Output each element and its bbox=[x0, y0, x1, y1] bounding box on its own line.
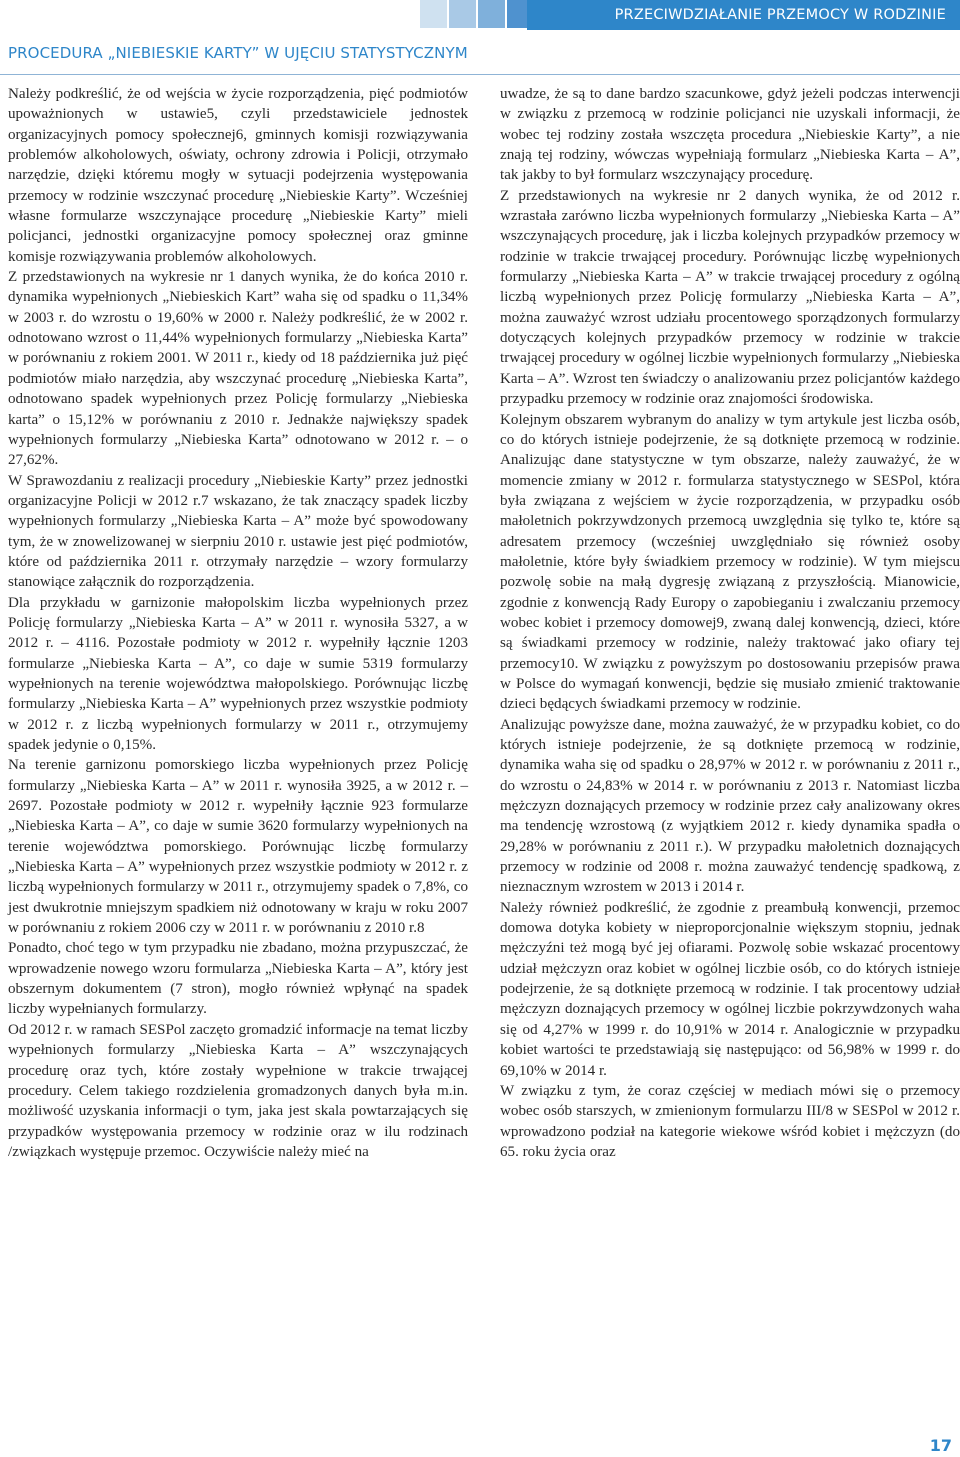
paragraph: uwadze, że są to dane bardzo szacunkowe, gdyż jeżeli podczas interwencji w związku z przemocą w rodzinie policjanci nie uzyskali informacji, że wobec tej rodziny została wszczęta procedura „Niebieskie Karty”, a nie znają tej rodziny, wówczas wypełniają formularz „Niebieska Karta – A”, tak jakby to był formularz wszczynający procedurę. bbox=[500, 86, 960, 184]
paragraph: W związku z tym, że coraz częściej w mediach mówi się o przemocy wobec osób starszych, w zmienionym formularzu III/8 w SESPol w 2012 r. wprowadzono podział na kategorie wiekowe wśród kobiet i mężczyzn (do 65. roku życia oraz bbox=[500, 1082, 960, 1160]
paragraph: Ponadto, choć tego w tym przypadku nie zbadano, można przypuszczać, że wprowadzenie nowego wzoru formularza „Niebieska Karta – A”, który jest obszernym dokumentem (7 stron), mogło również wpłynąć na spadek liczby wypełnianych formularzy. bbox=[8, 940, 468, 1018]
right-column bbox=[500, 84, 960, 1162]
paragraph: Z przedstawionych na wykresie nr 1 danych wynika, że do końca 2010 r. dynamika wypełnionych „Niebieskich Kart” waha się od spadku o 11,34% w 2003 r. do wzrostu o 19,60% w 2000 r. Należy podkreślić, że w 2002 r. odnotowano wzrost o 11,44% wypełnionych formularzy „Niebieska Karta” w porównaniu z rokiem 2001. W 2011 r., kiedy od 18 października już pięć podmiotów miało narzędzia, aby wszczynać procedurę „Niebieska Karta”, odnotowano spadek wypełnionych przez Policję formularzy „Niebieska karta” o 15,12% w porównaniu z 2010 r. Jednakże największy spadek wypełnionych formularzy „Niebieska Karta” odnotowano w 2012 r. – o 27,62%. bbox=[8, 269, 468, 469]
decorative-squares bbox=[420, 0, 534, 30]
decor-square bbox=[449, 0, 476, 28]
paragraph: Analizując powyższe dane, można zauważyć, że w przypadku kobiet, co do których istnieje podejrzenie, że są dotknięte przemocą w rodzinie, dynamika waha się od spadku o 28,97% w 2012 r. w porównaniu z 2011 r., do wzrostu o 24,83% w 2014 r. w porównaniu z 2013 r. Natomiast liczba mężczyzn doznających przemocy w rodzinie przez cały analizowany okres ma tendencję wzrostową (z wyjątkiem 2012 r. kiedy dynamika spadła o 29,28% w porównaniu z 2011 r.). W przypadku małoletnich doznających przemocy w rodzinie od 2008 r. można zauważyć tendencję spadkową, z nieznacznym wzrostem w 2013 i 2014 r. bbox=[500, 716, 960, 896]
paragraph: Należy również podkreślić, że zgodnie z preambułą konwencji, przemoc domowa dotyka kobiety w nieproporcjonalnie większym stopniu, jednak mężczyźni też mogą być jej ofiarami. Pozwolę sobie wskazać procentowy udział mężczyzn oraz kobiet w ogólnej liczbie osób, co do których istnieje podejrzenie, że są dotknięte przemocą w rodzinie. I tak procentowy udział mężczyzn doznających przemocy w ogólnej liczbie pokrzywdzonych waha się od 4,27% w 1999 r. do 10,91% w 2014 r. Analogicznie w przypadku kobiet wartości te przedstawiają się następująco: od 56,98% w 1999 r. do 69,10% w 2014 r. bbox=[500, 899, 960, 1079]
heading-divider bbox=[0, 74, 960, 75]
decor-square bbox=[420, 0, 447, 28]
paragraph: Należy podkreślić, że od wejścia w życie rozporządzenia, pięć podmiotów upoważnionych w ustawie5, czyli przedstawiciele jednostek organizacyjnych pomocy społecznej6, gminnych komisji rozwiązywania problemów alkoholowych, oświaty, ochrony zdrowia i Policji, otrzymało narzędzie, dzięki któremu mogły w sytuacji podejrzenia występowania przemocy w rodzinie wszczynać procedurę „Niebieskie Karty”. Wcześniej własne formularze wszczynające procedurę „Niebieskie Karty” mieli policjanci, jednostki organizacyjne pomocy społecznej oraz gminne komisje rozwiązywania problemów alkoholowych. bbox=[8, 86, 468, 265]
paragraph: W Sprawozdaniu z realizacji procedury „Niebieskie Karty” przez jednostki organizacyjne Policji w 2012 r.7 wskazano, że tak znaczący spadek liczby wypełnionych formularzy „Niebieska Karta – A” może być spowodowany tym, że w znowelizowanej w sierpniu 2010 r. ustawie jest pięć podmiotów, które od października 2011 r. otrzymały narzędzie – wzory formularzy stanowiące załącznik do rozporządzenia. bbox=[8, 472, 468, 591]
paragraph: Z przedstawionych na wykresie nr 2 danych wynika, że od 2012 r. wzrastała zarówno liczba wypełnionych formularzy „Niebieska Karta – A” wszczynających procedurę, jak i liczba kolejnych przypadków przemocy w rodzinie w trakcie trwającej procedury. Porównując liczbę wypełnionych formularzy „Niebieska Karta – A” w trakcie trwającej procedury z ogólną liczbą wypełnionych przez Policję formularzy „Niebieska Karta – A”, można zauważyć wzrost udziału procentowego sporządzonych formularzy dotyczących kolejnych przypadków przemocy w rodzinie w trakcie trwającej procedury w ogólnej liczbie wypełnionych formularzy „Niebieska Karta – A”. Wzrost ten świadczy o analizowaniu przez policjantów każdego przypadku przemocy w rodzinie oraz znajomości środowiska. bbox=[500, 187, 960, 408]
left-column bbox=[8, 84, 468, 1162]
paragraph: Na terenie garnizonu pomorskiego liczba wypełnionych przez Policję formularzy „Niebieska Karta – A” w 2011 r. wynosiła 3925, a w 2012 r. – 2697. Pozostałe podmioty w 2012 r. wypełniły łącznie 923 formularze „Niebieska Karta – A”, co daje w sumie 3620 formularzy wypełnionych na terenie województwa pomorskiego. Porównując liczbę formularzy „Niebieska Karta – A” wypełnionych przez wszystkie podmioty w 2012 r. z liczbą wypełnionych formularzy w 2011 r., otrzymujemy spadek o 7,8%, co jest dwukrotnie mniejszym spadkiem niż odnotowany w kraju w roku 2007 w porównaniu z rokiem 2006 czy w 2011 r. w porównaniu z 2010 r.8 bbox=[8, 757, 468, 937]
page-heading: PROCEDURA „NIEBIESKIE KARTY” W UJĘCIU STATYSTYCZNYM bbox=[8, 44, 468, 62]
decor-square bbox=[478, 0, 505, 28]
section-title: PRZECIWDZIAŁANIE PRZEMOCY W RODZINIE bbox=[527, 0, 960, 30]
paragraph: Dla przykładu w garnizonie małopolskim liczba wypełnionych przez Policję formularzy „Niebieska Karta – A” w 2011 r. wynosiła 5327, a w 2012 r. – 4116. Pozostałe podmioty w 2012 r. wypełniły łącznie 1203 formularze „Niebieska Karta – A”, co daje w sumie 5319 formularzy wypełnionych na terenie województwa małopolskiego. Porównując liczbę formularzy „Niebieska Karta – A” wypełnionych przez wszystkie podmioty w 2012 r. z liczbą wypełnionych formularzy w 2011 r., otrzymujemy spadek jedynie o 0,15%. bbox=[8, 594, 468, 753]
paragraph: Od 2012 r. w ramach SESPol zaczęto gromadzić informacje na temat liczby wypełnionych formularzy „Niebieska Karta – A” wszczynających procedurę oraz tych, które zostały wypełnione w trakcie trwającej procedury. Celem takiego rozdzielenia gromadzonych danych była m.in. możliwość uzyskania informacji o tym, jaka jest skala powtarzających się przypadków występowania przemocy w rodzinie oraz w ilu rodzinach /związkach występuje przemoc. Oczywiście należy mieć na bbox=[8, 1021, 468, 1160]
paragraph: Kolejnym obszarem wybranym do analizy w tym artykule jest liczba osób, co do których istnieje podejrzenie, że są dotknięte przemocą w rodzinie. Analizując dane statystyczne w tym obszarze, należy zauważyć, że w momencie zmiany w 2012 r. formularza statystycznego w SESPol, która była związana z wejściem w życie rozporządzenia, w przypadku osób małoletnich pokrzywdzonych przemocą uwzględnia się tylko te, które są adresatem przemocy (wcześniej uwzględniało się również osoby małoletnie, które były świadkiem przemocy w rodzinie). W tym miejscu pozwolę sobie na małą dygresję związaną z przyszłością. Mianowicie, zgodnie z konwencją Rady Europy o zapobieganiu i zwalczaniu przemocy wobec kobiet i przemocy domowej9, zwaną dalej konwencją, dzieci, które są świadkami przemocy w rodzinie, należy traktować jako ofiary tej przemocy10. W związku z powyższym po dostosowaniu przepisów prawa w Polsce do wymagań konwencji, będzie się musiało zmienić traktowanie dzieci będących świadkami przemocy w rodzinie. bbox=[500, 411, 960, 713]
top-bar bbox=[0, 0, 960, 30]
page-number: 17 bbox=[929, 1436, 952, 1455]
